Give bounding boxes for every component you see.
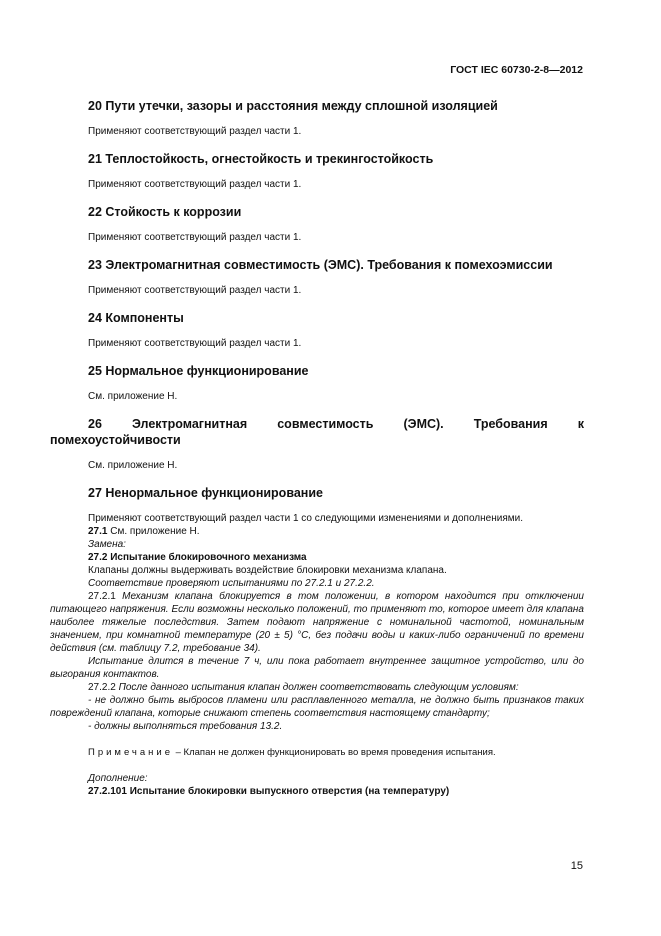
section-text: Применяют соответствующий раздел части 1.	[88, 338, 302, 349]
section-25	[50, 363, 584, 403]
clause-27-2-1	[50, 590, 584, 655]
clause-text: После данного испытания клапан должен соответствовать следующим условиям:	[115, 682, 519, 693]
clause-number: 27.2.2	[88, 682, 116, 693]
section-text: Применяют соответствующий раздел части 1.	[88, 126, 302, 137]
page-content	[50, 98, 584, 798]
replace-label: Замена:	[88, 539, 126, 550]
condition-item: - не должно быть выбросов пламени или расплавленного металла, не должно быть признаков таких повреждений клапана, которые снижают степень соответствия настоящему стандарту;	[50, 695, 584, 719]
clause-number: 27.1	[88, 526, 108, 537]
section-26	[50, 416, 584, 472]
section-heading: 24 Компоненты	[88, 311, 184, 325]
note-text: – Клапан не должен функционировать во время проведения испытания.	[173, 747, 496, 758]
section-27	[50, 485, 584, 798]
section-heading: 22 Стойкость к коррозии	[88, 205, 242, 219]
addition-label: Дополнение:	[88, 773, 148, 784]
section-24	[50, 310, 584, 350]
clause-27-2-2	[50, 681, 584, 694]
section-20	[50, 98, 584, 138]
clause-number: 27.2.1	[88, 591, 116, 602]
section-text: См. приложение Н.	[88, 460, 178, 471]
clause-27-2-text: Клапаны должны выдерживать воздействие блокировки механизма клапана.	[88, 565, 447, 576]
section-intro: Применяют соответствующий раздел части 1 со следующими изменениями и дополнениями.	[88, 513, 523, 524]
section-text: Применяют соответствующий раздел части 1.	[88, 232, 302, 243]
note	[50, 746, 584, 759]
section-heading: 26 Электромагнитная совместимость (ЭМС). Требования к помехоустойчивости	[50, 417, 584, 447]
clause-text: Механизм клапана блокируется в том положении, в котором находится при отключении питающего напряжения. Если возможны несколько положений, то применяют то, которое имеет для клапана наиболее тяжелые последствия. Затем подают напряжение с номинальной частотой, номинальным значением, при комнатной температуре (20 ± 5) °С, без подачи воды и каких-либо ограничений по времени действия (см. таблицу 7.2, требование 34).	[50, 591, 584, 654]
note-label: Примечание	[88, 747, 173, 758]
section-21	[50, 151, 584, 191]
clause-27-1	[50, 525, 584, 538]
compliance-text: Соответствие проверяют испытаниями по 27.2.1 и 27.2.2.	[88, 578, 375, 589]
section-23	[50, 257, 584, 297]
standard-header: ГОСТ IEC 60730-2-8—2012	[450, 64, 583, 76]
condition-item: - должны выполняться требования 13.2.	[88, 721, 283, 732]
test-duration-text: Испытание длится в течение 7 ч, или пока работает внутреннее защитное устройство, или до выгорания контактов.	[50, 656, 584, 680]
clause-27-2-title: 27.2 Испытание блокировочного механизма	[88, 552, 307, 563]
section-heading: 21 Теплостойкость, огнестойкость и трекингостойкость	[88, 152, 434, 166]
section-text: Применяют соответствующий раздел части 1.	[88, 285, 302, 296]
page-number: 15	[570, 860, 583, 872]
clause-text: См. приложение Н.	[107, 526, 200, 537]
clause-27-2-101-title: 27.2.101 Испытание блокировки выпускного отверстия (на температуру)	[88, 786, 450, 797]
section-22	[50, 204, 584, 244]
section-heading: 20 Пути утечки, зазоры и расстояния между сплошной изоляцией	[88, 99, 498, 113]
section-heading: 27 Ненормальное функционирование	[88, 486, 323, 500]
section-text: Применяют соответствующий раздел части 1.	[88, 179, 302, 190]
section-text: См. приложение Н.	[88, 391, 178, 402]
section-heading: 23 Электромагнитная совместимость (ЭМС). Требования к помехоэмиссии	[88, 258, 553, 272]
section-heading: 25 Нормальное функционирование	[88, 364, 309, 378]
